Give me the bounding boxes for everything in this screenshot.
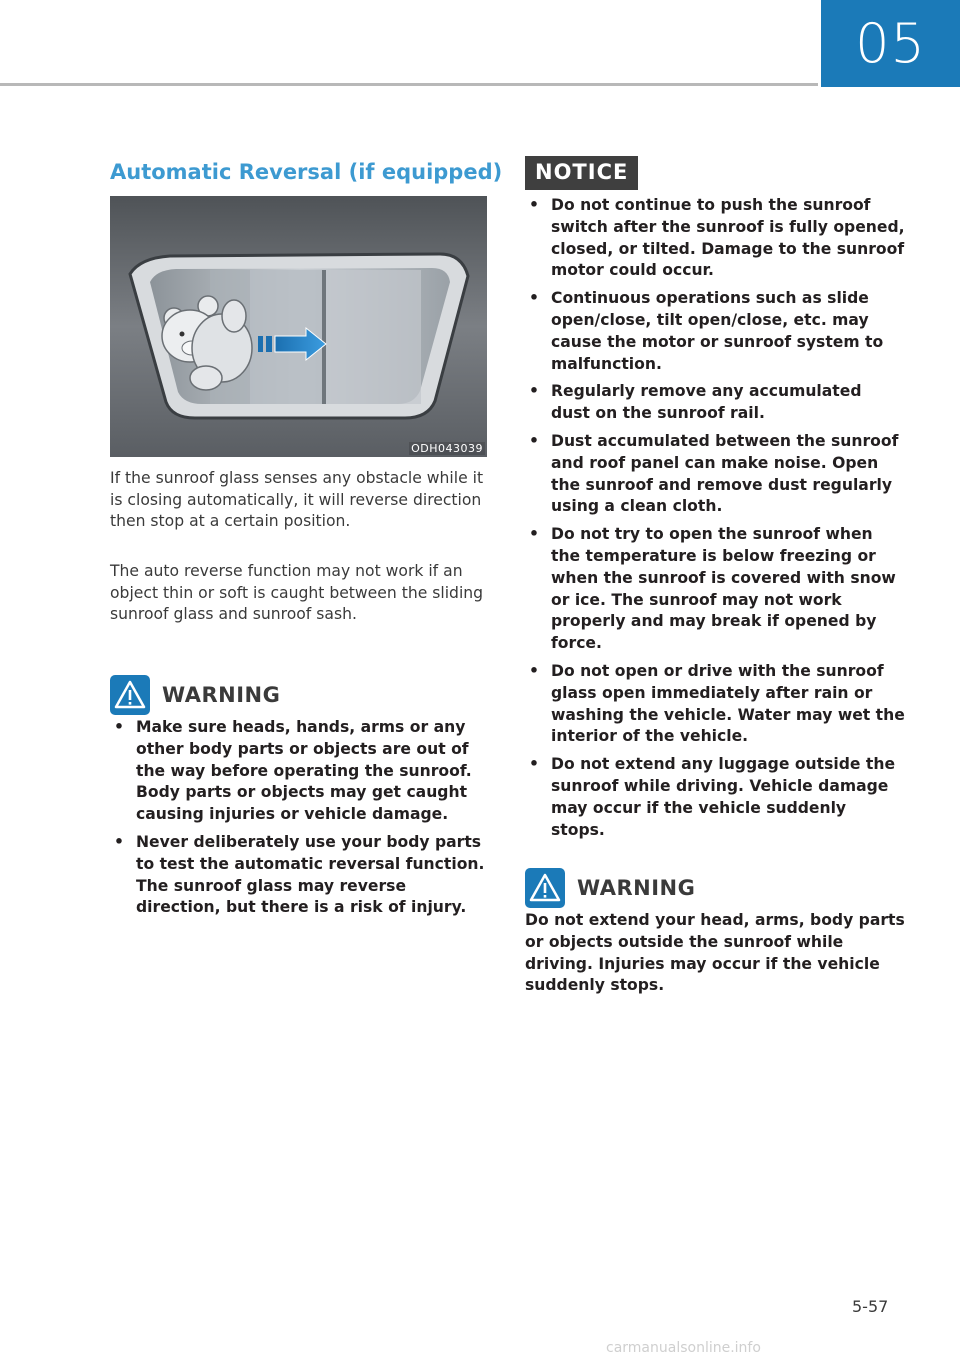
notice-item: • Do not open or drive with the sunroof glass open immediately after rain or washing the vehicle. Water may wet the interior of the vehicle.	[529, 661, 905, 746]
notice-item: • Do not try to open the sunroof when the temperature is below freezing or when the sunroof is covered with snow or ice. The sunroof may not work properly and may break if opened by force.	[529, 525, 896, 653]
warning-list	[110, 717, 490, 925]
notice-item: • Do not extend any luggage outside the sunroof while driving. Vehicle damage may occur if the vehicle suddenly stops.	[529, 755, 896, 839]
warning-item-text: Never deliberately use your body parts to test the automatic reversal function. The sunroof glass may reverse direction, but there is a risk of injury.	[136, 832, 485, 917]
notice-item: • Dust accumulated between the sunroof and roof panel can make noise. Open the sunroof and remove dust regularly using a clean cloth.	[529, 431, 899, 516]
warning-heading	[525, 868, 695, 908]
notice-item: • Regularly remove any accumulated dust on the sunroof rail.	[529, 382, 862, 423]
warning-item-text: Make sure heads, hands, arms or any other body parts or objects are out of the way before operating the sunroof. Body parts or objects may get caught causing injuries or vehicle damage.	[136, 718, 472, 824]
notice-item: • Do not continue to push the sunroof switch after the sunroof is fully opened, closed, or tilted. Damage to the sunroof motor could occur.	[529, 196, 905, 280]
notice-item: • Continuous operations such as slide open/close, tilt open/close, etc. may cause the motor or sunroof system to malfunction.	[529, 289, 884, 373]
warning-label: WARNING	[162, 683, 281, 707]
header-rule	[0, 83, 818, 86]
warning-heading	[110, 675, 280, 715]
body-paragraph: If the sunroof glass senses any obstacle while it is closing automatically, it will reverse direction then stop at a certain position.	[110, 469, 484, 530]
warning-triangle-icon	[525, 868, 565, 908]
body-paragraph: The auto reverse function may not work if an object thin or soft is caught between the sliding sunroof glass and sunroof sash.	[110, 562, 484, 623]
sunroof-illustration	[110, 196, 487, 457]
notice-badge: NOTICE	[525, 156, 638, 190]
figure-code: ODH043039	[411, 442, 483, 455]
notice-item-text: Dust accumulated between the sunroof and roof panel can make noise. Open the sunroof and remove dust regularly using a clean cloth.	[551, 431, 899, 516]
warning-item: • Never deliberately use your body parts to test the automatic reversal function. The sunroof glass may reverse direction, but there is a risk of injury.	[114, 832, 485, 917]
warning-item: • Make sure heads, hands, arms or any other body parts or objects are out of the way before operating the sunroof. Body parts or objects may get caught causing injuries or vehicle damage.	[114, 718, 472, 824]
notice-item-text: Do not try to open the sunroof when the temperature is below freezing or when the sunroof is covered with snow or ice. The sunroof may not work properly and may break if opened by force.	[551, 525, 896, 653]
section-title: Automatic Reversal (if equipped)	[110, 160, 503, 184]
notice-item-text: Regularly remove any accumulated dust on the sunroof rail.	[551, 382, 862, 423]
notice-item-text: Do not extend any luggage outside the sunroof while driving. Vehicle damage may occur if the vehicle suddenly stops.	[551, 755, 896, 839]
watermark: carmanualsonline.info	[606, 1340, 761, 1356]
page-number: 5-57	[852, 1297, 889, 1316]
notice-item-text: Do not continue to push the sunroof switch after the sunroof is fully opened, closed, or tilted. Damage to the sunroof motor could occur.	[551, 196, 905, 280]
warning-triangle-icon	[110, 675, 150, 715]
notice-list	[525, 195, 905, 847]
notice-item-text: Continuous operations such as slide open/close, tilt open/close, etc. may cause the motor or sunroof system to malfunction.	[551, 289, 884, 373]
warning-label: WARNING	[577, 876, 696, 900]
warning-text: Do not extend your head, arms, body parts or objects outside the sunroof while driving. Injuries may occur if the vehicle suddenly stops.	[525, 911, 905, 995]
notice-item-text: Do not open or drive with the sunroof glass open immediately after rain or washing the vehicle. Water may wet the interior of the vehicle.	[551, 661, 905, 746]
chapter-number: 05	[821, 0, 960, 87]
sunroof-drawing	[110, 196, 487, 457]
